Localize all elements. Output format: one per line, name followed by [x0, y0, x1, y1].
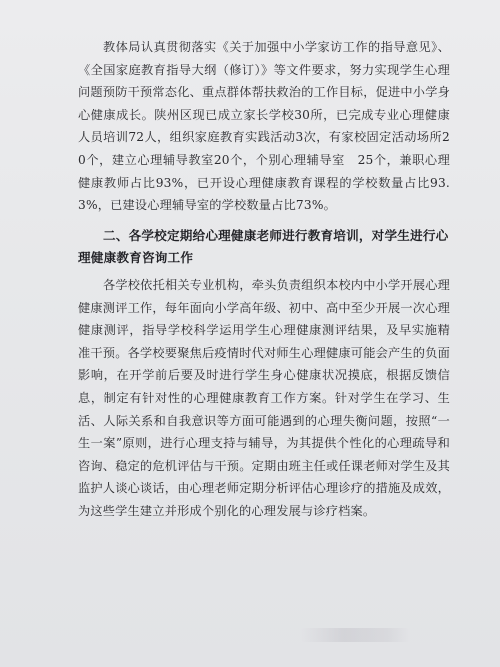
paragraph-1: 教体局认真贯彻落实《关于加强中小学家访工作的指导意见》、《全国家庭教育指导大纲（修订）》等文件要求，努力实现学生心理问题预防干预常态化、重点群体帮扶救治的工作目标，促进中小学身心健康成长。陕州区现已成立家长学校30所，已完成专业心理健康人员培训72人，组织家庭教育实践活动3次，有家校固定活动场所20个，建立心理辅导教室20个，个别心理辅导室 25个，兼职心理健康教师占比93%，已开设心理健康教育课程的学校数量占比93.3%，已建设心理辅导室的学校数量占比73%。: [78, 40, 450, 213]
faded-stamp-mark: [300, 628, 410, 642]
section-heading-2: 二、各学校定期给心理健康老师进行教育培训，对学生进行心理健康教育咨询工作: [78, 227, 449, 266]
paragraph-2: 各学校依托相关专业机构，牵头负责组织本校内中小学开展心理健康测评工作，每年面向小学高年级、初中、高中至少开展一次心理健康测评，指导学校科学运用学生心理健康测评结果，及早实施精 准干预。各学校要聚焦后疫情时代对师生心理健康可能会产生的负面影响，在开学前后要及时进行学生身心健康状况摸底，根据反馈信息，制定有针对性的心理健康教育工作方案。针对学生在学习、生活、人际关系和自我意识等方面可能遇到的心理失衡问题，按照“一生一案”原则，进行心理支持与辅导，为其提供个性化的心理疏导和咨询、稳定的危机评估与干预。定期由班主任或任课老师对学生及其监护人谈心谈话，由心理老师定期分析评估心理诊疗的措施及成效，为这些学生建立并形成个别化的心理发展与诊疗档案。: [78, 277, 463, 518]
document-body: [78, 36, 463, 522]
